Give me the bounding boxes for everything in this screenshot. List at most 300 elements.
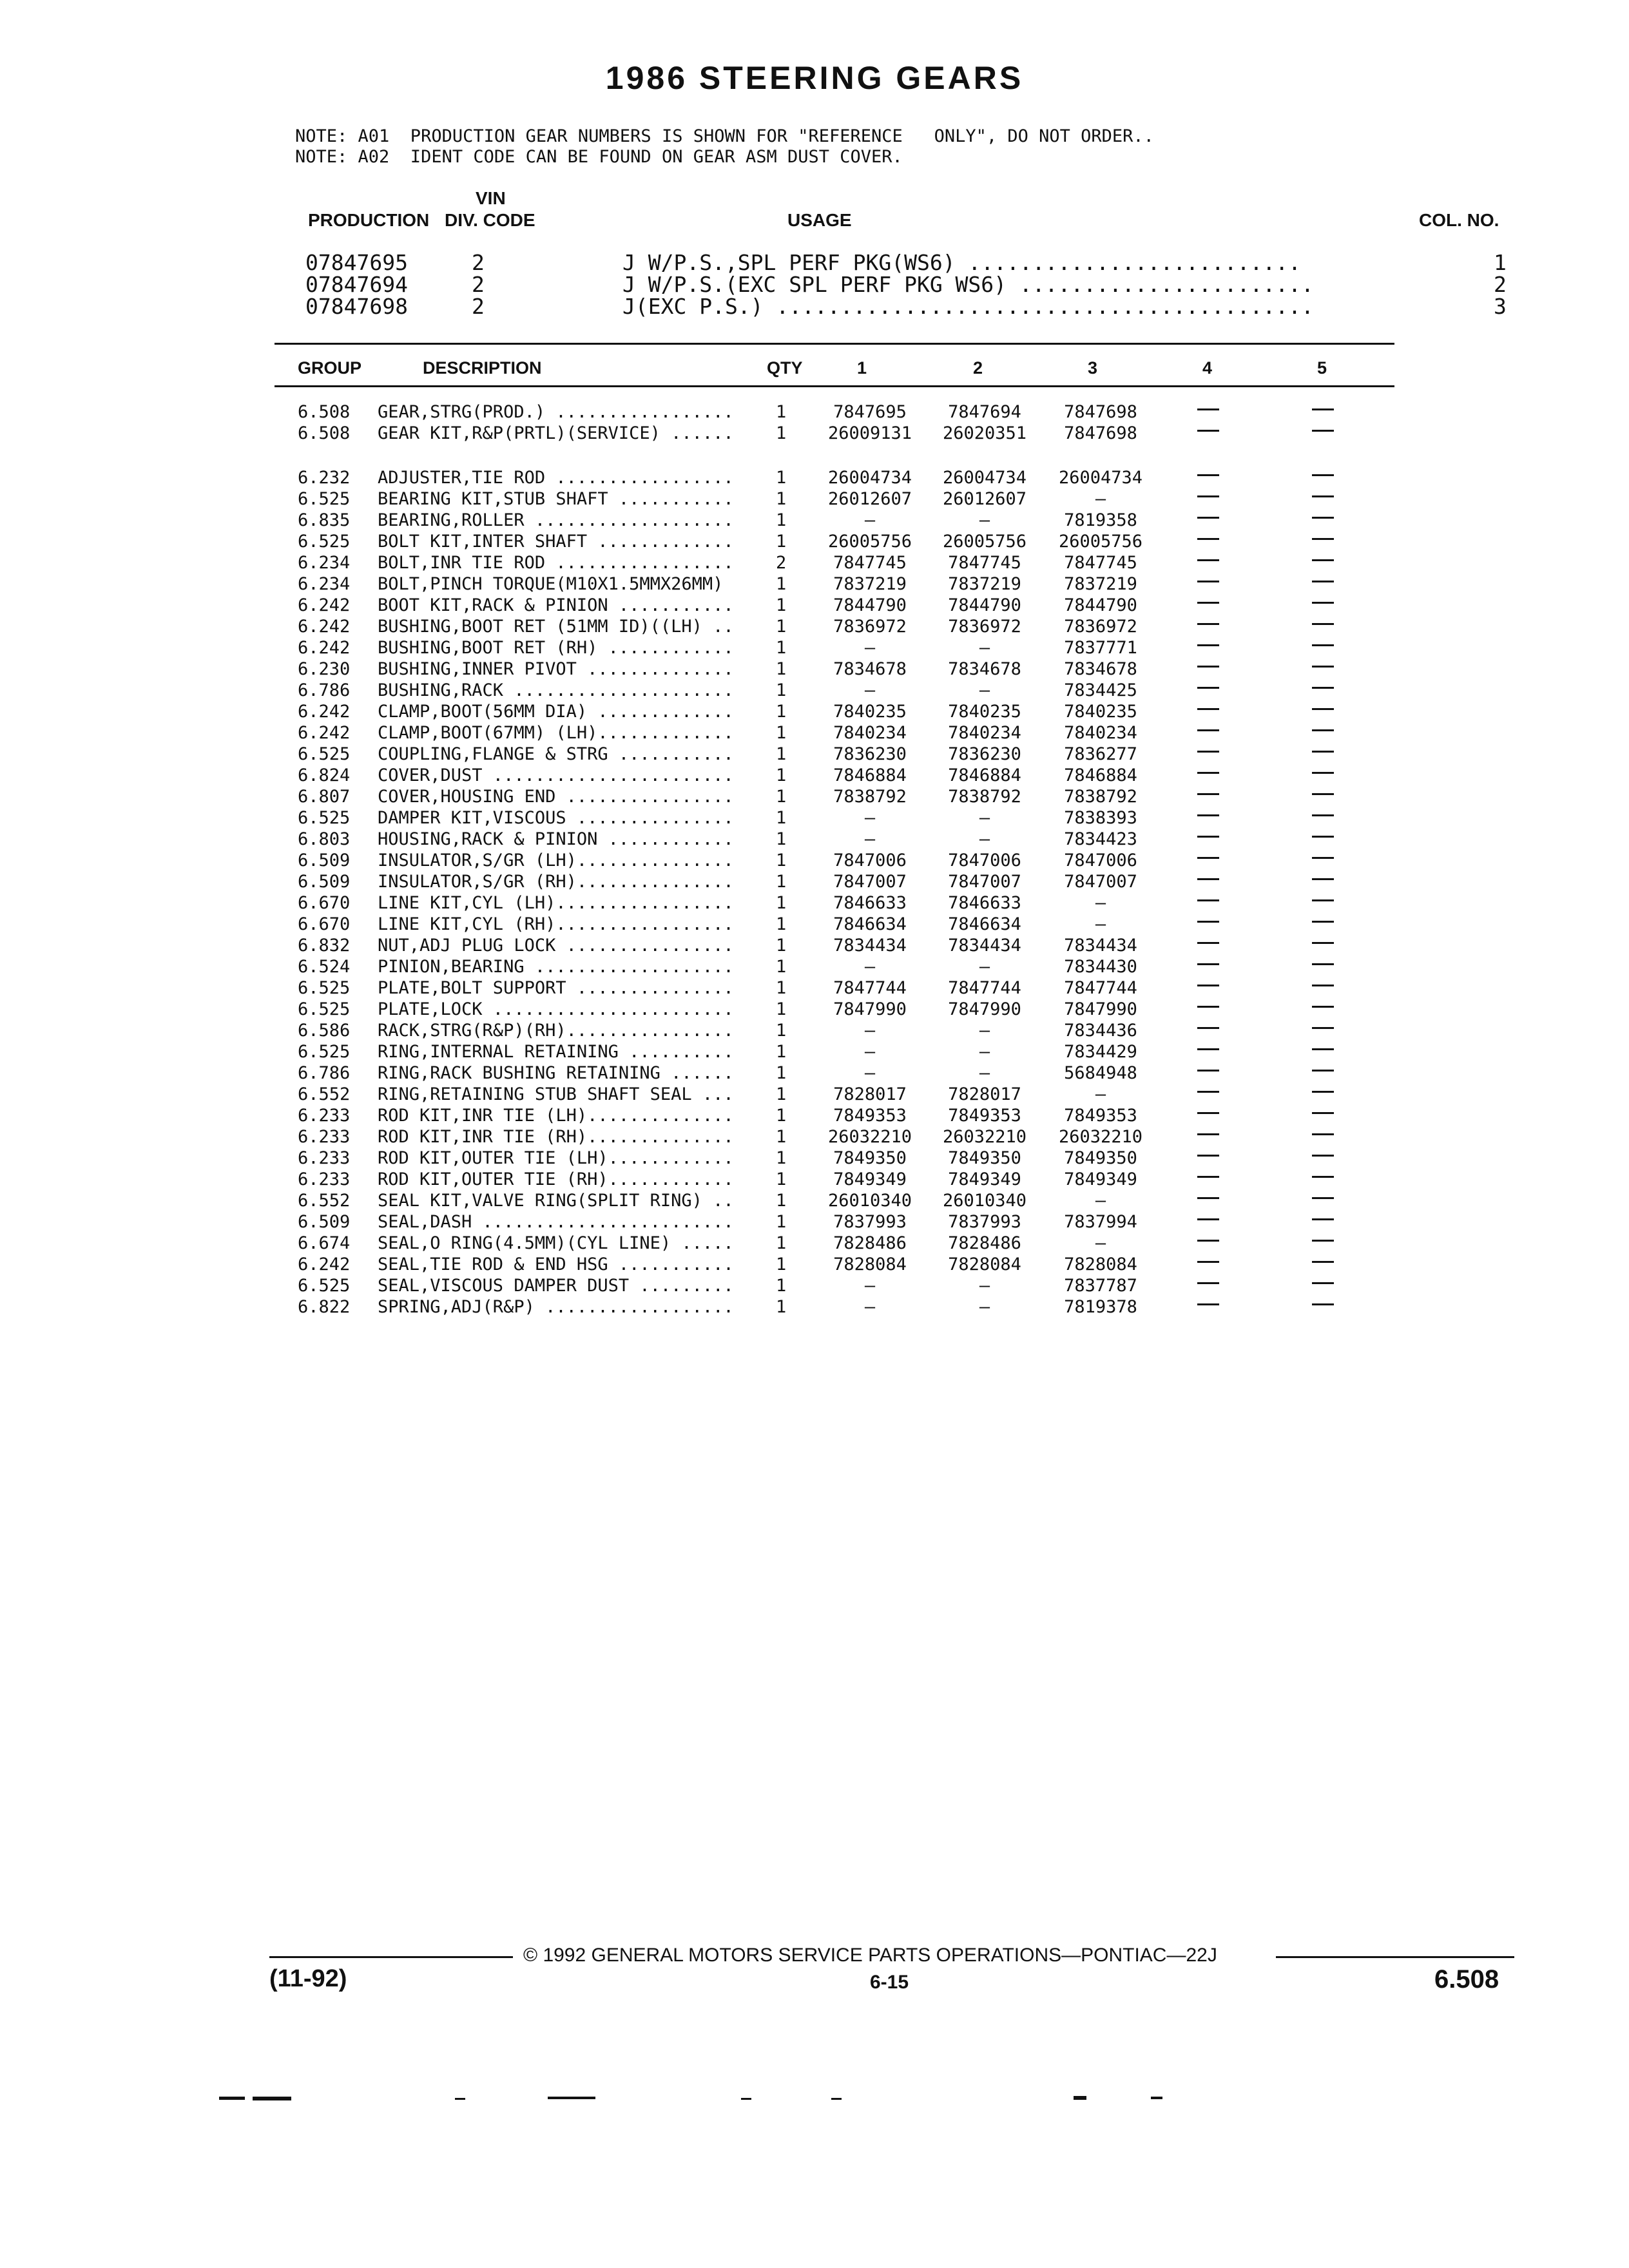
usage-production: 07847694 bbox=[305, 272, 408, 297]
col4-dash bbox=[1197, 1027, 1219, 1029]
group-cell: 6.552 bbox=[298, 1084, 351, 1104]
col1-cell: 7828017 bbox=[833, 1084, 907, 1104]
usage-production: 07847698 bbox=[305, 294, 408, 319]
col3-cell: — bbox=[1095, 1084, 1106, 1104]
col1-cell: 7836972 bbox=[833, 617, 907, 637]
qty-cell: 1 bbox=[776, 702, 787, 722]
col5-dash bbox=[1312, 1303, 1334, 1305]
qty-cell: 1 bbox=[776, 850, 787, 870]
col1-cell: 7849353 bbox=[833, 1106, 907, 1126]
col1-header: 1 bbox=[857, 358, 867, 378]
col3-cell: 7849349 bbox=[1064, 1169, 1137, 1189]
col4-dash bbox=[1197, 899, 1219, 901]
description-cell: SEAL,DASH ........................ bbox=[378, 1212, 734, 1232]
col4-dash bbox=[1197, 1218, 1219, 1220]
table-row bbox=[0, 1297, 1629, 1318]
col5-dash bbox=[1312, 538, 1334, 540]
description-cell: BUSHING,BOOT RET (51MM ID)((LH) .. bbox=[378, 617, 734, 637]
qty-cell: 1 bbox=[776, 510, 787, 530]
col4-dash bbox=[1197, 495, 1219, 497]
col5-dash bbox=[1312, 708, 1334, 710]
col2-cell: 7846633 bbox=[948, 893, 1021, 913]
col1-cell: 7828084 bbox=[833, 1254, 907, 1274]
col3-cell: 7847006 bbox=[1064, 850, 1137, 870]
col5-dash bbox=[1312, 474, 1334, 476]
col3-cell: 7847698 bbox=[1064, 423, 1137, 443]
table-row bbox=[0, 765, 1629, 787]
group-cell: 6.670 bbox=[298, 914, 351, 934]
col4-dash bbox=[1197, 1133, 1219, 1135]
col5-dash bbox=[1312, 963, 1334, 965]
col2-cell: — bbox=[979, 1276, 990, 1296]
col5-dash bbox=[1312, 666, 1334, 668]
col2-cell: 7849349 bbox=[948, 1169, 1021, 1189]
col5-dash bbox=[1312, 1048, 1334, 1050]
description-cell: SEAL KIT,VALVE RING(SPLIT RING) .. bbox=[378, 1191, 734, 1211]
description-cell: PLATE,BOLT SUPPORT ............... bbox=[378, 978, 734, 998]
col1-cell: — bbox=[864, 1063, 876, 1083]
col4-dash bbox=[1197, 559, 1219, 561]
col1-cell: 7847990 bbox=[833, 999, 907, 1019]
table-row bbox=[0, 893, 1629, 914]
col5-dash bbox=[1312, 1197, 1334, 1199]
col5-dash bbox=[1312, 1176, 1334, 1178]
col1-cell: 7846884 bbox=[833, 765, 907, 785]
col4-dash bbox=[1197, 1112, 1219, 1114]
table-row bbox=[0, 423, 1629, 445]
description-cell: BUSHING,BOOT RET (RH) ............ bbox=[378, 638, 734, 658]
col5-dash bbox=[1312, 559, 1334, 561]
table-row bbox=[0, 638, 1629, 659]
group-cell: 6.525 bbox=[298, 1042, 351, 1062]
col1-cell: 26009131 bbox=[827, 423, 912, 443]
group-cell: 6.822 bbox=[298, 1297, 351, 1317]
col1-cell: — bbox=[864, 1297, 876, 1317]
col2-cell: 7828486 bbox=[948, 1233, 1021, 1253]
col3-cell: 7836972 bbox=[1064, 617, 1137, 637]
scan-mark bbox=[548, 2097, 595, 2099]
col2-cell: 7837219 bbox=[948, 574, 1021, 594]
table-row bbox=[0, 1276, 1629, 1297]
description-cell: BOLT KIT,INTER SHAFT ............. bbox=[378, 532, 734, 552]
col2-cell: 26004734 bbox=[942, 468, 1027, 488]
description-cell: GEAR KIT,R&P(PRTL)(SERVICE) ...... bbox=[378, 423, 734, 443]
col4-dash bbox=[1197, 1197, 1219, 1199]
table-row bbox=[0, 574, 1629, 595]
table-row bbox=[0, 659, 1629, 680]
qty-cell: 1 bbox=[776, 787, 787, 807]
col3-cell: 7836277 bbox=[1064, 744, 1137, 764]
col2-cell: 7847744 bbox=[948, 978, 1021, 998]
col5-dash bbox=[1312, 687, 1334, 689]
qty-cell: 1 bbox=[776, 1021, 787, 1041]
col1-cell: — bbox=[864, 957, 876, 977]
col3-cell: 7847990 bbox=[1064, 999, 1137, 1019]
col1-cell: 7849349 bbox=[833, 1169, 907, 1189]
table-row bbox=[0, 1254, 1629, 1276]
group-cell: 6.233 bbox=[298, 1127, 351, 1147]
group-cell: 6.674 bbox=[298, 1233, 351, 1253]
usage-col: 2 bbox=[1494, 272, 1507, 297]
group-cell: 6.509 bbox=[298, 1212, 351, 1232]
col5-dash bbox=[1312, 517, 1334, 519]
col4-dash bbox=[1197, 985, 1219, 986]
qty-cell: 1 bbox=[776, 1297, 787, 1317]
footer-date: (11-92) bbox=[269, 1965, 347, 1992]
col5-dash bbox=[1312, 495, 1334, 497]
col4-dash bbox=[1197, 687, 1219, 689]
col2-cell: — bbox=[979, 808, 990, 828]
qty-header: QTY bbox=[767, 358, 803, 378]
col3-cell: 7828084 bbox=[1064, 1254, 1137, 1274]
group-cell: 6.807 bbox=[298, 787, 351, 807]
footer-copyright: © 1992 GENERAL MOTORS SERVICE PARTS OPERATIONS—PONTIAC—22J bbox=[523, 1945, 1217, 1966]
description-cell: INSULATOR,S/GR (RH)............... bbox=[378, 872, 734, 892]
col1-cell: 26010340 bbox=[827, 1191, 912, 1211]
group-cell: 6.509 bbox=[298, 850, 351, 870]
group-cell: 6.509 bbox=[298, 872, 351, 892]
col4-dash bbox=[1197, 1261, 1219, 1263]
qty-cell: 1 bbox=[776, 1106, 787, 1126]
col2-cell: 7840234 bbox=[948, 723, 1021, 743]
description-cell: BOOT KIT,RACK & PINION ........... bbox=[378, 595, 734, 615]
col2-cell: — bbox=[979, 680, 990, 700]
col2-cell: 7828084 bbox=[948, 1254, 1021, 1274]
col5-dash bbox=[1312, 430, 1334, 432]
qty-cell: 1 bbox=[776, 1042, 787, 1062]
col5-dash bbox=[1312, 644, 1334, 646]
group-cell: 6.232 bbox=[298, 468, 351, 488]
description-cell: RING,RACK BUSHING RETAINING ...... bbox=[378, 1063, 734, 1083]
table-row bbox=[0, 1042, 1629, 1063]
col4-dash bbox=[1197, 408, 1219, 410]
col3-cell: — bbox=[1095, 1191, 1106, 1211]
table-row bbox=[0, 595, 1629, 617]
qty-cell: 1 bbox=[776, 659, 787, 679]
col2-cell: — bbox=[979, 1063, 990, 1083]
col5-dash bbox=[1312, 623, 1334, 625]
col5-dash bbox=[1312, 1091, 1334, 1093]
col3-cell: 7819358 bbox=[1064, 510, 1137, 530]
group-cell: 6.233 bbox=[298, 1148, 351, 1168]
col5-dash bbox=[1312, 1070, 1334, 1072]
qty-cell: 1 bbox=[776, 872, 787, 892]
col4-dash bbox=[1197, 1155, 1219, 1157]
qty-cell: 1 bbox=[776, 489, 787, 509]
col5-dash bbox=[1312, 985, 1334, 986]
description-cell: ROD KIT,INR TIE (RH).............. bbox=[378, 1127, 734, 1147]
footer-section: 6.508 bbox=[1434, 1965, 1499, 1994]
col1-cell: 7834434 bbox=[833, 936, 907, 956]
group-cell: 6.824 bbox=[298, 765, 351, 785]
table-row bbox=[0, 532, 1629, 553]
col3-cell: 7847745 bbox=[1064, 553, 1137, 573]
col5-dash bbox=[1312, 836, 1334, 838]
description-cell: BEARING,ROLLER ................... bbox=[378, 510, 734, 530]
col1-cell: 26004734 bbox=[827, 468, 912, 488]
col2-cell: 7846884 bbox=[948, 765, 1021, 785]
table-row bbox=[0, 850, 1629, 872]
qty-cell: 1 bbox=[776, 574, 787, 594]
table-row bbox=[0, 978, 1629, 999]
qty-cell: 1 bbox=[776, 532, 787, 552]
col1-cell: — bbox=[864, 638, 876, 658]
col2-cell: 26012607 bbox=[942, 489, 1027, 509]
col3-cell: 7849350 bbox=[1064, 1148, 1137, 1168]
description-cell: DAMPER KIT,VISCOUS ............... bbox=[378, 808, 734, 828]
table-row bbox=[0, 680, 1629, 702]
qty-cell: 1 bbox=[776, 1276, 787, 1296]
col4-dash bbox=[1197, 1070, 1219, 1072]
col5-dash bbox=[1312, 772, 1334, 774]
col2-cell: 7847006 bbox=[948, 850, 1021, 870]
col4-dash bbox=[1197, 814, 1219, 816]
col3-cell: 7849353 bbox=[1064, 1106, 1137, 1126]
footer-page-number: 6-15 bbox=[870, 1972, 909, 1993]
col4-dash bbox=[1197, 517, 1219, 519]
col2-cell: 7847007 bbox=[948, 872, 1021, 892]
description-cell: BUSHING,RACK ..................... bbox=[378, 680, 734, 700]
col1-cell: 7847745 bbox=[833, 553, 907, 573]
col1-cell: 7847007 bbox=[833, 872, 907, 892]
group-cell: 6.242 bbox=[298, 617, 351, 637]
group-cell: 6.525 bbox=[298, 1276, 351, 1296]
table-row bbox=[0, 872, 1629, 893]
col5-dash bbox=[1312, 857, 1334, 859]
description-cell: LINE KIT,CYL (RH)................. bbox=[378, 914, 734, 934]
col2-cell: — bbox=[979, 1297, 990, 1317]
col1-cell: 7847006 bbox=[833, 850, 907, 870]
col3-cell: 7837994 bbox=[1064, 1212, 1137, 1232]
group-cell: 6.242 bbox=[298, 1254, 351, 1274]
col5-dash bbox=[1312, 1240, 1334, 1242]
col1-cell: 7847695 bbox=[833, 402, 907, 422]
col3-cell: 7838393 bbox=[1064, 808, 1137, 828]
table-row bbox=[0, 787, 1629, 808]
col2-cell: 7849350 bbox=[948, 1148, 1021, 1168]
col3-cell: — bbox=[1095, 489, 1106, 509]
col1-cell: 7849350 bbox=[833, 1148, 907, 1168]
col2-cell: 7838792 bbox=[948, 787, 1021, 807]
scan-mark bbox=[1074, 2096, 1086, 2100]
col1-cell: — bbox=[864, 1276, 876, 1296]
table-row bbox=[0, 1212, 1629, 1233]
col1-cell: 7836230 bbox=[833, 744, 907, 764]
group-cell: 6.525 bbox=[298, 999, 351, 1019]
col5-dash bbox=[1312, 1112, 1334, 1114]
col5-dash bbox=[1312, 942, 1334, 944]
col1-cell: — bbox=[864, 1042, 876, 1062]
qty-cell: 1 bbox=[776, 1212, 787, 1232]
table-row bbox=[0, 999, 1629, 1021]
col3-cell: 7834678 bbox=[1064, 659, 1137, 679]
description-cell: BEARING KIT,STUB SHAFT ........... bbox=[378, 489, 734, 509]
description-cell: LINE KIT,CYL (LH)................. bbox=[378, 893, 734, 913]
group-cell: 6.803 bbox=[298, 829, 351, 849]
col4-dash bbox=[1197, 666, 1219, 668]
description-cell: PLATE,LOCK ....................... bbox=[378, 999, 734, 1019]
group-cell: 6.233 bbox=[298, 1169, 351, 1189]
table-row bbox=[0, 957, 1629, 978]
qty-cell: 1 bbox=[776, 423, 787, 443]
qty-cell: 1 bbox=[776, 680, 787, 700]
col5-header: 5 bbox=[1317, 358, 1327, 378]
col3-cell: 7834423 bbox=[1064, 829, 1137, 849]
qty-cell: 1 bbox=[776, 999, 787, 1019]
col-no-header: COL. NO. bbox=[1419, 210, 1499, 230]
footer-left-rule bbox=[269, 1956, 513, 1958]
description-cell: ROD KIT,OUTER TIE (RH)............ bbox=[378, 1169, 734, 1189]
usage-col: 3 bbox=[1494, 294, 1507, 319]
group-cell: 6.525 bbox=[298, 978, 351, 998]
description-cell: RACK,STRG(R&P)(RH)................ bbox=[378, 1021, 734, 1041]
group-cell: 6.525 bbox=[298, 744, 351, 764]
col2-cell: 7849353 bbox=[948, 1106, 1021, 1126]
group-cell: 6.233 bbox=[298, 1106, 351, 1126]
col3-cell: 7840235 bbox=[1064, 702, 1137, 722]
col1-cell: 7837219 bbox=[833, 574, 907, 594]
col3-cell: — bbox=[1095, 893, 1106, 913]
group-cell: 6.508 bbox=[298, 423, 351, 443]
qty-cell: 1 bbox=[776, 765, 787, 785]
usage-text: J W/P.S.(EXC SPL PERF PKG WS6) ....................... bbox=[622, 272, 1314, 297]
col4-dash bbox=[1197, 942, 1219, 944]
note-a02: NOTE: A02 IDENT CODE CAN BE FOUND ON GEAR ASM DUST COVER. bbox=[295, 147, 903, 167]
col1-cell: 26005756 bbox=[827, 532, 912, 552]
col1-cell: 7846634 bbox=[833, 914, 907, 934]
col3-cell: 7847744 bbox=[1064, 978, 1137, 998]
col4-dash bbox=[1197, 772, 1219, 774]
col2-cell: 7836230 bbox=[948, 744, 1021, 764]
col1-cell: 26032210 bbox=[827, 1127, 912, 1147]
group-cell: 6.524 bbox=[298, 957, 351, 977]
page-title: 1986 STEERING GEARS bbox=[605, 60, 1024, 96]
scan-mark bbox=[253, 2097, 291, 2100]
col2-cell: 7828017 bbox=[948, 1084, 1021, 1104]
col4-dash bbox=[1197, 1091, 1219, 1093]
group-cell: 6.525 bbox=[298, 808, 351, 828]
col4-dash bbox=[1197, 430, 1219, 432]
group-cell: 6.832 bbox=[298, 936, 351, 956]
col4-dash bbox=[1197, 921, 1219, 923]
table-row bbox=[0, 723, 1629, 744]
col3-cell: 7834429 bbox=[1064, 1042, 1137, 1062]
col5-dash bbox=[1312, 1006, 1334, 1008]
qty-cell: 1 bbox=[776, 1063, 787, 1083]
table-row bbox=[0, 489, 1629, 510]
description-header: DESCRIPTION bbox=[423, 358, 542, 378]
group-header: GROUP bbox=[298, 358, 362, 378]
production-header: PRODUCTION bbox=[308, 210, 430, 230]
qty-cell: 1 bbox=[776, 936, 787, 956]
col4-dash bbox=[1197, 1303, 1219, 1305]
col5-dash bbox=[1312, 1133, 1334, 1135]
group-cell: 6.242 bbox=[298, 638, 351, 658]
table-row bbox=[0, 702, 1629, 723]
col1-cell: 7828486 bbox=[833, 1233, 907, 1253]
group-cell: 6.786 bbox=[298, 680, 351, 700]
col5-dash bbox=[1312, 793, 1334, 795]
table-row bbox=[0, 1148, 1629, 1169]
col3-cell: 26005756 bbox=[1058, 532, 1143, 552]
table-row bbox=[0, 914, 1629, 936]
col5-dash bbox=[1312, 1218, 1334, 1220]
description-cell: SEAL,VISCOUS DAMPER DUST ......... bbox=[378, 1276, 734, 1296]
qty-cell: 2 bbox=[776, 553, 787, 573]
usage-text: J(EXC P.S.) .......................................... bbox=[622, 294, 1314, 319]
col4-dash bbox=[1197, 963, 1219, 965]
col5-dash bbox=[1312, 1027, 1334, 1029]
col2-cell: — bbox=[979, 1021, 990, 1041]
table-row bbox=[0, 617, 1629, 638]
col2-cell: 26020351 bbox=[942, 423, 1027, 443]
description-cell: SEAL,O RING(4.5MM)(CYL LINE) ..... bbox=[378, 1233, 734, 1253]
col5-dash bbox=[1312, 814, 1334, 816]
description-cell: NUT,ADJ PLUG LOCK ................ bbox=[378, 936, 734, 956]
col5-dash bbox=[1312, 899, 1334, 901]
col5-dash bbox=[1312, 1282, 1334, 1284]
col2-cell: 7847990 bbox=[948, 999, 1021, 1019]
qty-cell: 1 bbox=[776, 914, 787, 934]
qty-cell: 1 bbox=[776, 1254, 787, 1274]
table-row bbox=[0, 1233, 1629, 1254]
col4-dash bbox=[1197, 836, 1219, 838]
group-cell: 6.508 bbox=[298, 402, 351, 422]
usage-header: USAGE bbox=[787, 210, 852, 230]
col5-dash bbox=[1312, 878, 1334, 880]
col2-cell: 7847745 bbox=[948, 553, 1021, 573]
qty-cell: 1 bbox=[776, 638, 787, 658]
col2-header: 2 bbox=[973, 358, 983, 378]
table-row bbox=[0, 1063, 1629, 1084]
group-cell: 6.670 bbox=[298, 893, 351, 913]
note-a01: NOTE: A01 PRODUCTION GEAR NUMBERS IS SHOWN FOR "REFERENCE ONLY", DO NOT ORDER.. bbox=[295, 126, 1154, 146]
col3-cell: 7847007 bbox=[1064, 872, 1137, 892]
group-cell: 6.230 bbox=[298, 659, 351, 679]
col2-cell: 7846634 bbox=[948, 914, 1021, 934]
description-cell: CLAMP,BOOT(67MM) (LH)............. bbox=[378, 723, 734, 743]
description-cell: ADJUSTER,TIE ROD ................. bbox=[378, 468, 734, 488]
col4-dash bbox=[1197, 751, 1219, 753]
scan-mark bbox=[741, 2098, 751, 2100]
qty-cell: 1 bbox=[776, 595, 787, 615]
qty-cell: 1 bbox=[776, 402, 787, 422]
usage-col: 1 bbox=[1494, 250, 1507, 275]
col5-dash bbox=[1312, 581, 1334, 582]
table-row bbox=[0, 1084, 1629, 1106]
qty-cell: 1 bbox=[776, 957, 787, 977]
description-cell: GEAR,STRG(PROD.) ................. bbox=[378, 402, 734, 422]
col2-cell: 7840235 bbox=[948, 702, 1021, 722]
qty-cell: 1 bbox=[776, 1233, 787, 1253]
col2-cell: 7837993 bbox=[948, 1212, 1021, 1232]
qty-cell: 1 bbox=[776, 1169, 787, 1189]
usage-text: J W/P.S.,SPL PERF PKG(WS6) .......................... bbox=[622, 250, 1301, 275]
table-row bbox=[0, 1127, 1629, 1148]
col3-cell: 7834425 bbox=[1064, 680, 1137, 700]
col3-header: 3 bbox=[1088, 358, 1098, 378]
group-cell: 6.786 bbox=[298, 1063, 351, 1083]
col1-cell: 7847744 bbox=[833, 978, 907, 998]
qty-cell: 1 bbox=[776, 1191, 787, 1211]
col3-cell: — bbox=[1095, 1233, 1106, 1253]
table-row bbox=[0, 1191, 1629, 1212]
group-cell: 6.234 bbox=[298, 553, 351, 573]
description-cell: INSULATOR,S/GR (LH)............... bbox=[378, 850, 734, 870]
col1-cell: — bbox=[864, 510, 876, 530]
footer-right-rule bbox=[1276, 1956, 1514, 1958]
qty-cell: 1 bbox=[776, 744, 787, 764]
